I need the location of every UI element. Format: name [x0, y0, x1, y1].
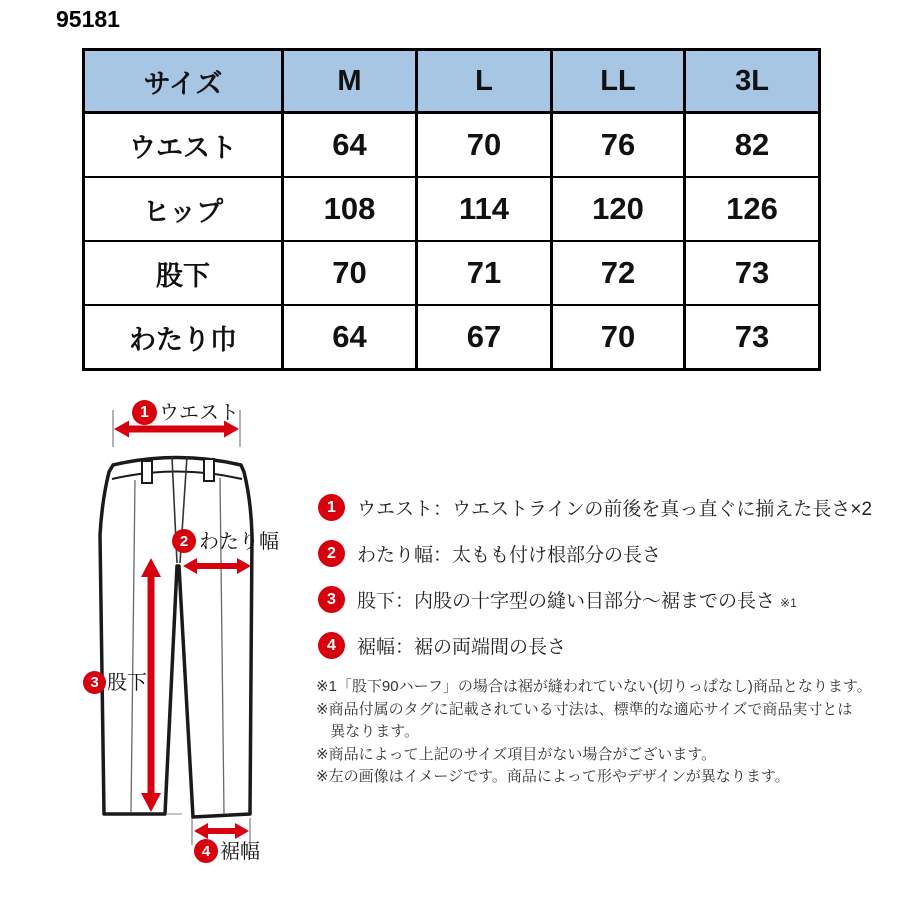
cell-value: 126 — [685, 177, 820, 241]
legend-item-thigh-width — [318, 540, 877, 567]
header-cell-ll: LL — [552, 50, 685, 113]
cell-value: 76 — [552, 113, 685, 178]
footnote-line-continuation: 異なります。 — [330, 723, 420, 740]
cell-value: 71 — [417, 241, 552, 305]
cell-value: 73 — [685, 241, 820, 305]
legend-note-ref: ※1 — [780, 596, 797, 610]
product-code: 95181 — [56, 6, 120, 32]
legend-item-waist — [318, 494, 877, 521]
table-row-hip — [84, 177, 820, 241]
legend-text: わたり幅：太もも付け根部分の長さ — [357, 545, 662, 566]
row-label: ヒップ — [84, 177, 283, 241]
diagram-badge-1: 1 — [132, 400, 157, 425]
size-table — [82, 48, 821, 371]
header-cell-m: M — [283, 50, 417, 113]
diagram-label-inseam: 股下 — [107, 672, 147, 694]
pants-outline — [100, 458, 252, 818]
cell-value: 82 — [685, 113, 820, 178]
legend-item-hem-width — [318, 632, 877, 659]
header-cell-l: L — [417, 50, 552, 113]
footnotes — [316, 676, 894, 789]
legend-text: ウエスト：ウエストラインの前後を真っ直ぐに揃えた長さ×2 — [357, 499, 873, 520]
diagram-label-thigh-width: わたり幅 — [199, 531, 279, 553]
cell-value: 70 — [552, 305, 685, 370]
row-label: わたり巾 — [84, 305, 283, 370]
cell-value: 73 — [685, 305, 820, 370]
diagram-badge-4: 4 — [194, 839, 218, 863]
diagram-label-waist: ウエスト — [159, 402, 239, 424]
cell-value: 108 — [283, 177, 417, 241]
row-label: ウエスト — [84, 113, 283, 178]
row-label: 股下 — [84, 241, 283, 305]
measurement-legend — [318, 494, 877, 678]
header-cell-3l: 3L — [685, 50, 820, 113]
footnote-line: ※商品によって上記のサイズ項目がない場合がございます。 — [316, 745, 717, 763]
cell-value: 70 — [417, 113, 552, 178]
footnote-line: ※商品付属のタグに記載されている寸法は、標準的な適応サイズで商品実寸とは — [316, 700, 853, 718]
legend-text: 裾幅：裾の両端間の長さ — [357, 637, 567, 658]
cell-value: 67 — [417, 305, 552, 370]
diagram-badge-2: 2 — [172, 529, 196, 553]
legend-badge-2: 2 — [318, 540, 345, 567]
footnote-line: ※1「股下90ハーフ」の場合は裾が縫われていない(切りっぱなし)商品となります。 — [316, 678, 872, 695]
diagram-badge-3: 3 — [83, 671, 106, 694]
cell-value: 72 — [552, 241, 685, 305]
table-row-thigh-width — [84, 305, 820, 370]
diagram-label-hem-width: 裾幅 — [220, 841, 260, 863]
legend-item-inseam — [318, 586, 877, 613]
legend-text: 股下：内股の十字型の縫い目部分～裾までの長さ — [357, 591, 776, 612]
legend-badge-1: 1 — [318, 494, 345, 521]
header-cell-size: サイズ — [84, 50, 283, 113]
cell-value: 114 — [417, 177, 552, 241]
footnote-line: ※左の画像はイメージです。商品によって形やデザインが異なります。 — [316, 768, 790, 785]
cell-value: 64 — [283, 113, 417, 178]
hem-width-arrow — [194, 823, 249, 839]
legend-badge-3: 3 — [318, 586, 345, 613]
table-row-waist — [84, 113, 820, 178]
cell-value: 64 — [283, 305, 417, 370]
size-table-header-row — [84, 50, 820, 113]
table-row-inseam — [84, 241, 820, 305]
legend-badge-4: 4 — [318, 632, 345, 659]
cell-value: 70 — [283, 241, 417, 305]
cell-value: 120 — [552, 177, 685, 241]
